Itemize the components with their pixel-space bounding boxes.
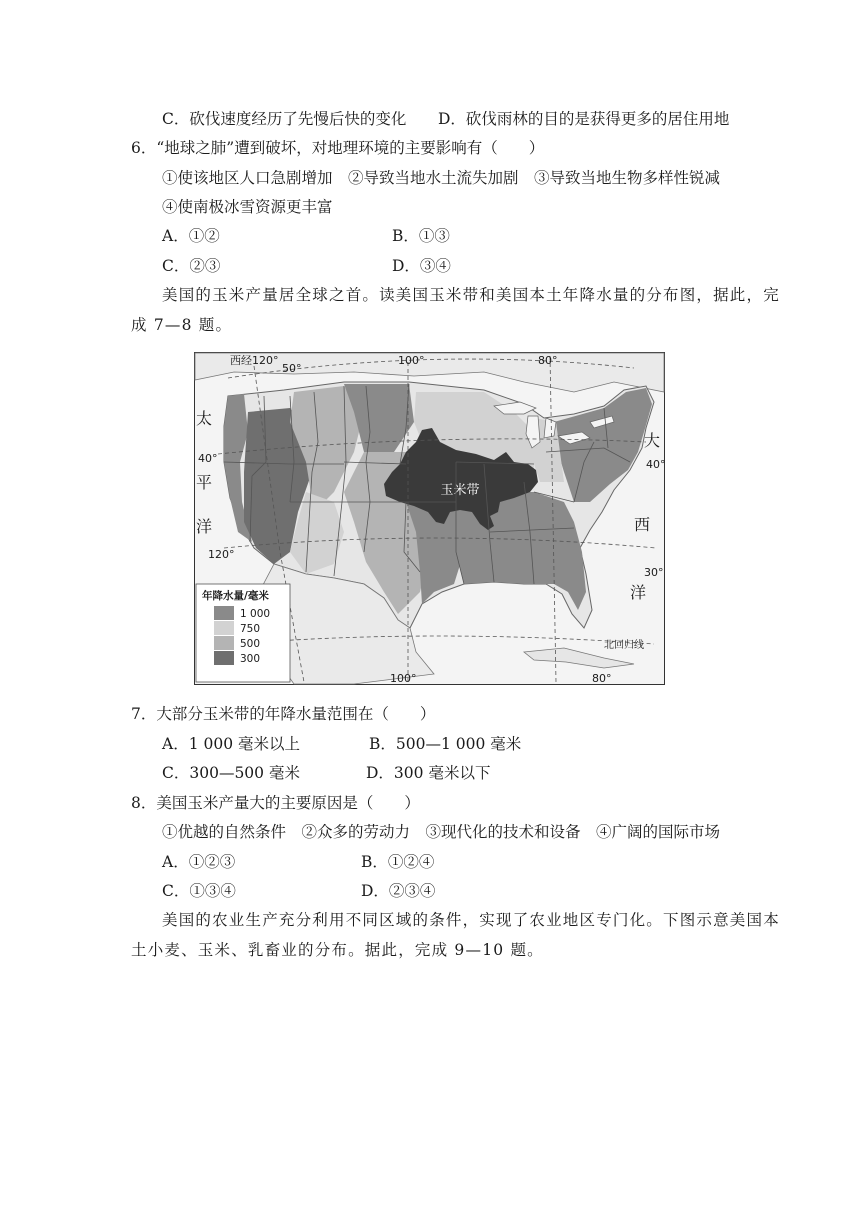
legend-label-500: 500 [240,638,261,650]
intro-9-10-line2: 土小麦、玉米、乳畜业的分布。据此，完成 9—10 题。 [131,941,544,959]
lon-80-bottom-label: 80° [592,672,612,685]
lat-40-left-label: 40° [198,452,218,465]
ocean-char-yang-right: 洋 [630,583,647,602]
q6-option-b: B．①③ [392,227,450,245]
q7-option-c: C．300—500 毫米 [162,764,300,782]
q6-option-d: D．③④ [392,257,451,275]
lon-100-top-label: 100° [398,354,425,367]
q7-option-a: A．1 000 毫米以上 [162,735,300,753]
q8-option-a: A．①②③ [162,853,236,871]
lon-120-left-label: 120° [208,548,235,561]
q8-option-c: C．①③④ [162,882,236,900]
lon-100-bottom-label: 100° [390,672,417,685]
legend-swatch-1000 [214,606,234,620]
precipitation-legend [196,584,290,682]
q7-option-b: B．500—1 000 毫米 [369,735,522,753]
legend-label-300: 300 [240,653,261,665]
q6-stem: 6．“地球之肺”遭到破坏，对地理环境的主要影响有（ ） [131,139,545,157]
q5-option-d: D．砍伐雨林的目的是获得更多的居住用地 [438,110,730,128]
q7-option-d: D．300 毫米以下 [366,764,491,782]
intro-7-8-line2: 成 7—8 题。 [131,316,233,334]
ocean-char-ping: 平 [196,473,213,492]
legend-swatch-750 [214,621,234,635]
lon-80-top-label: 80° [538,354,558,367]
lat-30-label: 30° [644,566,664,579]
corn-belt-label: 玉米带 [440,483,480,498]
legend-swatch-500 [214,636,234,650]
q6-option-a: A．①② [162,227,220,245]
q8-stem: 8．美国玉米产量大的主要原因是（ ） [131,794,420,812]
ocean-char-tai: 太 [196,409,213,428]
ocean-char-xi: 西 [634,515,651,534]
intro-9-10-line1: 美国的农业生产充分利用不同区域的条件，实现了农业地区专门化。下图示意美国本 [162,911,780,929]
us-corn-belt-precipitation-map [194,352,665,685]
lat-40-right-label: 40° [646,458,665,471]
legend-label-750: 750 [240,623,261,635]
ocean-char-yang-left: 洋 [196,517,213,536]
q8-option-b: B．①②④ [361,853,435,871]
intro-7-8-line1: 美国的玉米产量居全球之首。读美国玉米带和美国本土年降水量的分布图，据此，完 [162,286,780,304]
lat-50-label: 50° [282,362,302,375]
legend-label-1000: 1 000 [240,608,271,620]
legend-title: 年降水量/毫米 [202,590,269,602]
q7-stem: 7．大部分玉米带的年降水量范围在（ ） [131,705,436,723]
q6-choices-line1: ①使该地区人口急剧增加 ②导致当地水土流失加剧 ③导致当地生物多样性锐减 [162,169,721,187]
tropic-label: 北回归线 [604,640,644,651]
legend-swatch-300 [214,651,234,665]
q6-choices-line2: ④使南极冰雪资源更丰富 [162,198,333,216]
q6-option-c: C．②③ [162,257,221,275]
lon-120-top-label: 西经120° [230,354,279,367]
q8-option-d: D．②③④ [361,882,436,900]
q8-choices: ①优越的自然条件 ②众多的劳动力 ③现代化的技术和设备 ④广阔的国际市场 [162,823,721,841]
q5-option-c: C．砍伐速度经历了先慢后快的变化 [162,110,407,128]
ocean-char-da: 大 [644,431,661,450]
